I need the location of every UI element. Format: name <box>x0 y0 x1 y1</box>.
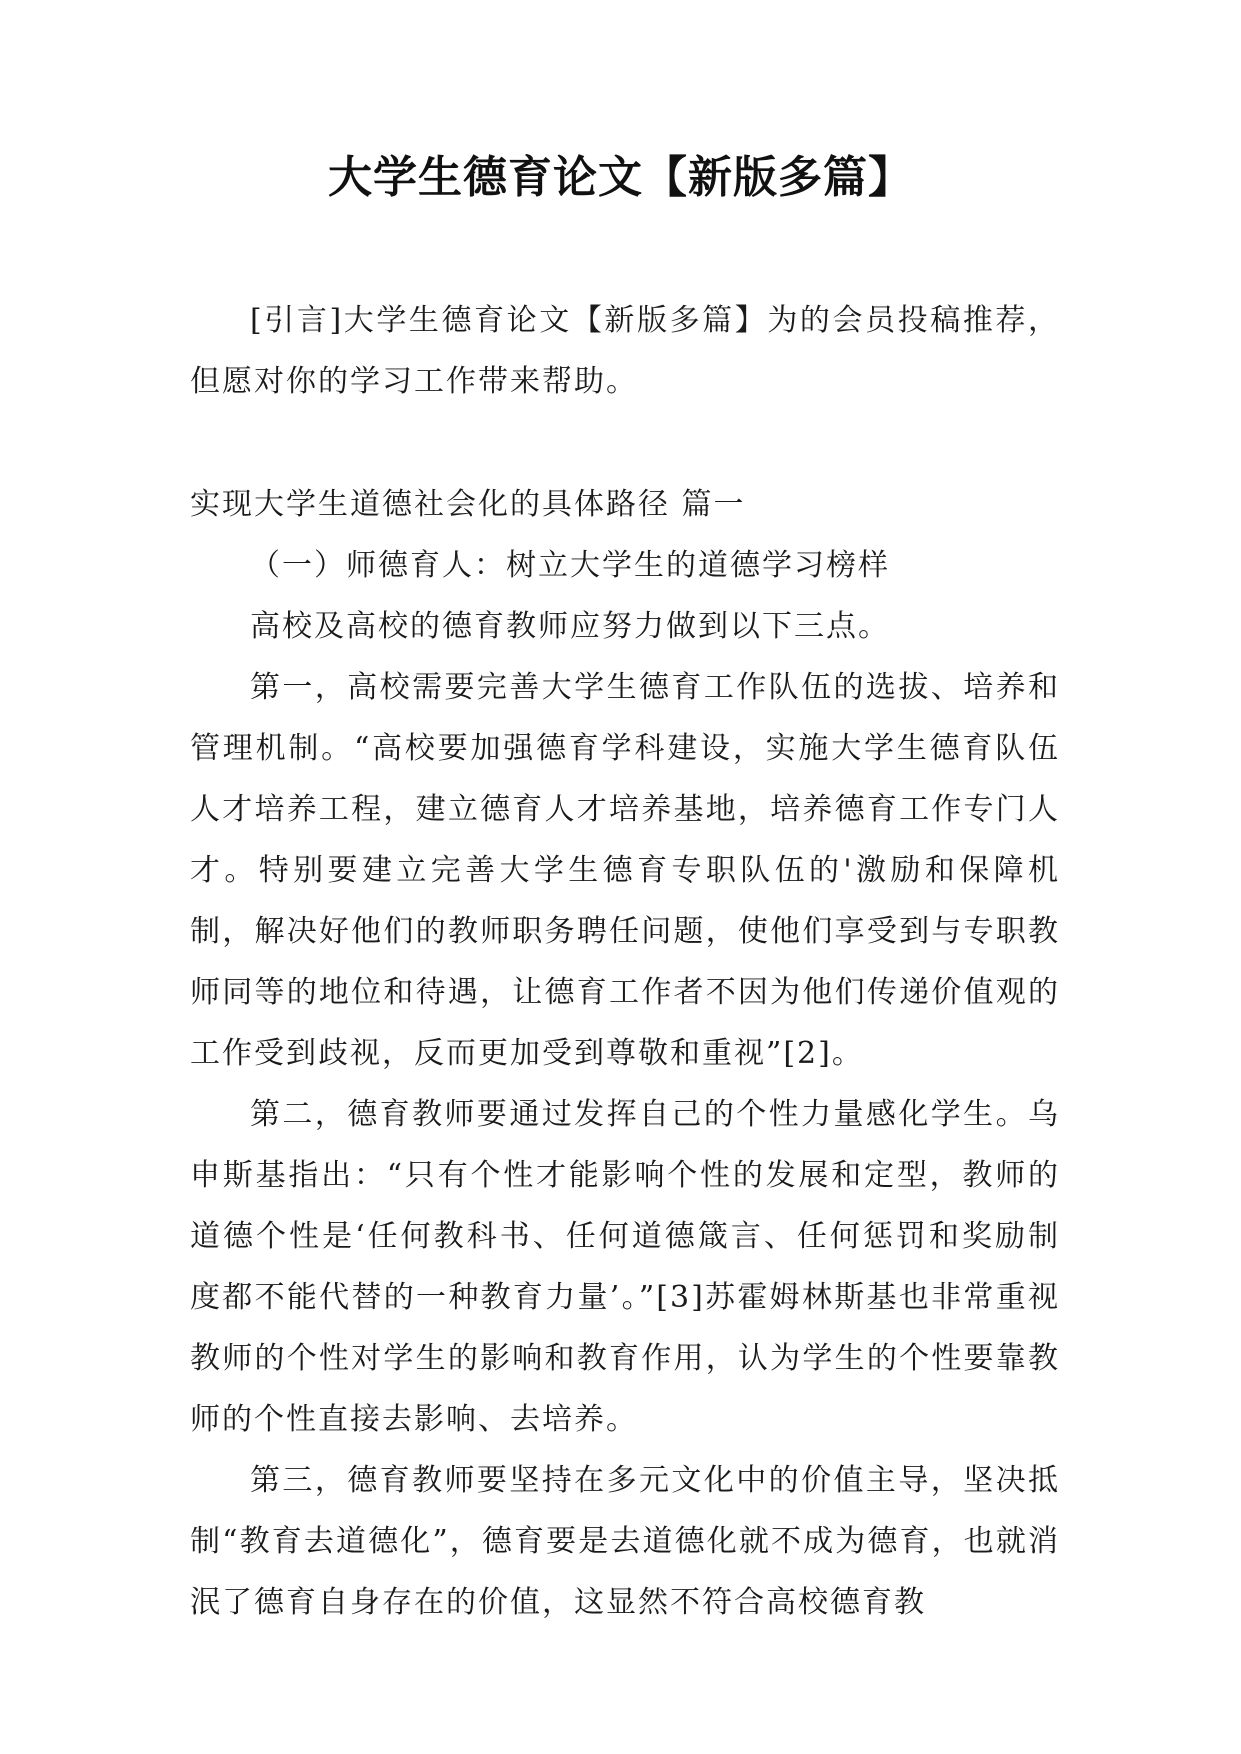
paragraph-3: 第二，德育教师要通过发挥自己的个性力量感化学生。乌申斯基指出：“只有个性才能影响个性的发展和定型，教师的道德个性是‘任何教科书、任何道德箴言、任何惩罚和奖励制度都不能代替的一种教育力量’。”[3]苏霍姆林斯基也非常重视教师的个性对学生的影响和教育作用，认为学生的个性要靠教师的个性直接去影响、去培养。 <box>190 1097 1060 1437</box>
section-heading: 实现大学生道德社会化的具体路径 篇一 <box>190 487 746 522</box>
document-body <box>190 290 1060 1633</box>
subheading: （一）师德育人：树立大学生的道德学习榜样 <box>250 548 890 583</box>
paragraph-1: 高校及高校的德育教师应努力做到以下三点。 <box>250 609 890 644</box>
document-title: 大学生德育论文【新版多篇】 <box>328 152 913 203</box>
intro-paragraph: [引言]大学生德育论文【新版多篇】为的会员投稿推荐，但愿对你的学习工作带来帮助。 <box>190 303 1060 399</box>
paragraph-2: 第一，高校需要完善大学生德育工作队伍的选拔、培养和管理机制。“高校要加强德育学科建设，实施大学生德育队伍人才培养工程，建立德育人才培养基地，培养德育工作专门人才。特别要建立完善大学生德育专职队伍的'激励和保障机制，解决好他们的教师职务聘任问题，使他们享受到与专职教师同等的地位和待遇，让德育工作者不因为他们传递价值观的工作受到歧视，反而更加受到尊敬和重视”[2]。 <box>190 670 1060 1071</box>
paragraph-4: 第三，德育教师要坚持在多元文化中的价值主导，坚决抵制“教育去道德化”，德育要是去道德化就不成为德育，也就消泯了德育自身存在的价值，这显然不符合高校德育教 <box>190 1463 1060 1620</box>
